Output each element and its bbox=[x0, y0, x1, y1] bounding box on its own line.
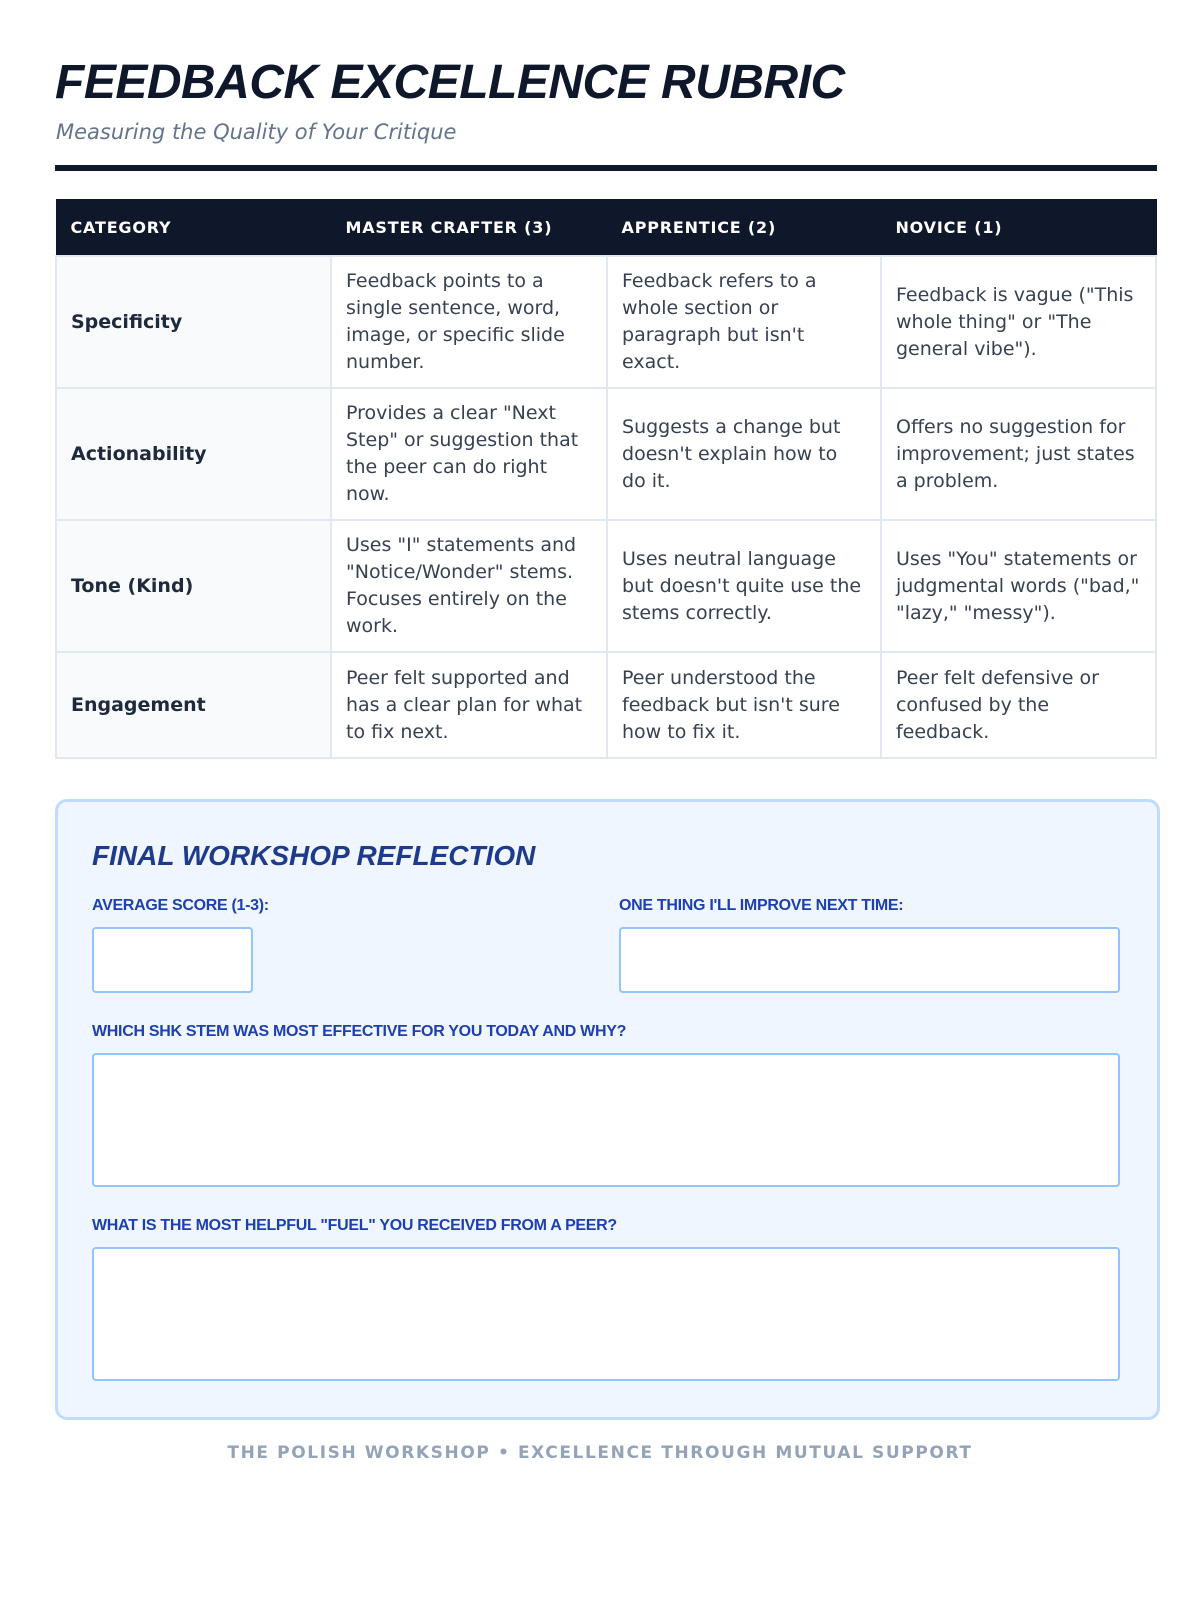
rubric-header-row bbox=[56, 200, 1156, 257]
reflection-title: FINAL WORKSHOP REFLECTION bbox=[92, 840, 536, 871]
rubric-row-specificity bbox=[56, 256, 1156, 388]
rubric-row-actionability bbox=[56, 388, 1156, 520]
category-cell: Engagement bbox=[56, 652, 331, 758]
apprentice-cell: Suggests a change but doesn't explain how to do it. bbox=[607, 388, 881, 520]
novice-cell: Uses "You" statements or judgmental words ("bad," "lazy," "messy"). bbox=[881, 520, 1156, 652]
reflection-panel bbox=[55, 799, 1160, 1420]
category-cell: Specificity bbox=[56, 256, 331, 388]
apprentice-cell: Peer understood the feedback but isn't sure how to fix it. bbox=[607, 652, 881, 758]
average-score-label: AVERAGE SCORE (1-3): bbox=[92, 897, 269, 914]
footer-tagline: THE POLISH WORKSHOP • EXCELLENCE THROUGH MUTUAL SUPPORT bbox=[227, 1443, 973, 1463]
title-divider bbox=[55, 165, 1157, 171]
apprentice-cell: Feedback refers to a whole section or paragraph but isn't exact. bbox=[607, 256, 881, 388]
average-score-input[interactable] bbox=[92, 927, 253, 993]
apprentice-cell: Uses neutral language but doesn't quite use the stems correctly. bbox=[607, 520, 881, 652]
novice-cell: Feedback is vague ("This whole thing" or "The general vibe"). bbox=[881, 256, 1156, 388]
rubric-row-engagement bbox=[56, 652, 1156, 758]
improve-next-time-input[interactable] bbox=[619, 927, 1120, 993]
novice-cell: Offers no suggestion for improvement; just states a problem. bbox=[881, 388, 1156, 520]
category-cell: Tone (Kind) bbox=[56, 520, 331, 652]
column-header-category: CATEGORY bbox=[56, 200, 331, 257]
rubric-row-tone bbox=[56, 520, 1156, 652]
column-header-novice: NOVICE (1) bbox=[881, 200, 1156, 257]
helpful-fuel-label: WHAT IS THE MOST HELPFUL "FUEL" YOU RECEIVED FROM A PEER? bbox=[92, 1217, 617, 1234]
master-cell: Uses "I" statements and "Notice/Wonder" stems. Focuses entirely on the work. bbox=[331, 520, 607, 652]
master-cell: Peer felt supported and has a clear plan for what to fix next. bbox=[331, 652, 607, 758]
master-cell: Feedback points to a single sentence, word, image, or specific slide number. bbox=[331, 256, 607, 388]
stem-effective-label: WHICH SHK STEM WAS MOST EFFECTIVE FOR YOU TODAY AND WHY? bbox=[92, 1023, 627, 1040]
category-cell: Actionability bbox=[56, 388, 331, 520]
helpful-fuel-textarea[interactable] bbox=[92, 1247, 1120, 1381]
column-header-apprentice: APPRENTICE (2) bbox=[607, 200, 881, 257]
novice-cell: Peer felt defensive or confused by the feedback. bbox=[881, 652, 1156, 758]
master-cell: Provides a clear "Next Step" or suggestion that the peer can do right now. bbox=[331, 388, 607, 520]
stem-effective-textarea[interactable] bbox=[92, 1053, 1120, 1187]
improve-next-time-label: ONE THING I'LL IMPROVE NEXT TIME: bbox=[619, 897, 904, 914]
page-title: FEEDBACK EXCELLENCE RUBRIC bbox=[55, 56, 845, 109]
rubric-table bbox=[55, 199, 1157, 759]
column-header-master: MASTER CRAFTER (3) bbox=[331, 200, 607, 257]
page-subtitle: Measuring the Quality of Your Critique bbox=[56, 120, 457, 144]
